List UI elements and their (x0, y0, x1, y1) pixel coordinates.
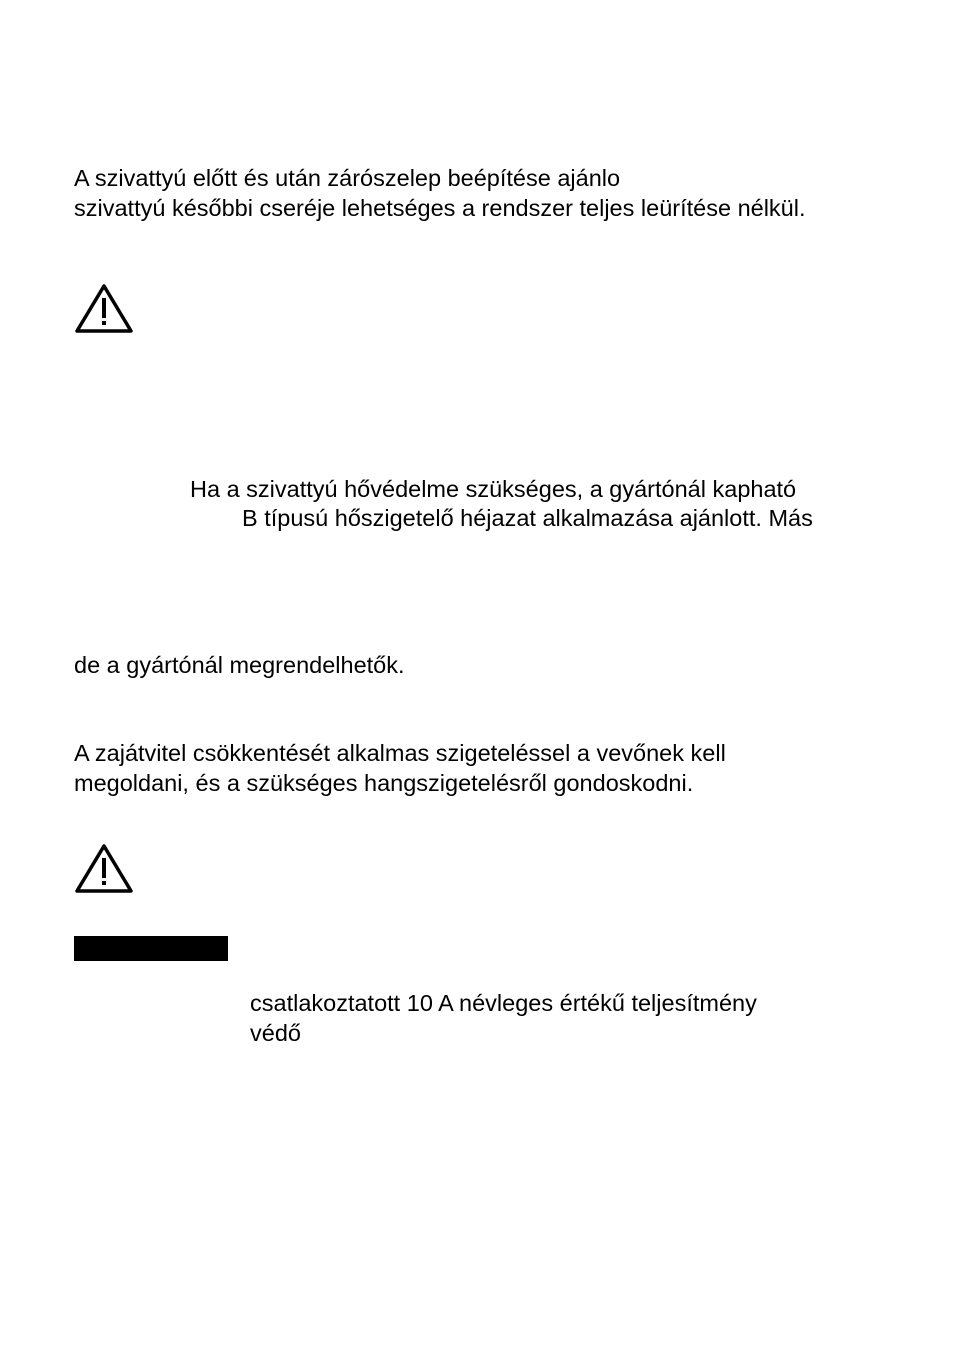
text-line: szivattyú későbbi cseréje lehetséges a rendszer teljes leürítése nélkül. (74, 195, 806, 221)
text-line: Ha a szivattyú hővédelme szükséges, a gyártónál kapható (190, 476, 797, 502)
text-line: védő (250, 1020, 301, 1046)
redaction-bar (74, 936, 228, 961)
warning-triangle-icon (74, 842, 134, 894)
text-line: megoldani, és a szükséges hangszigetelésről gondoskodni. (74, 770, 694, 796)
text-line: de a gyártónál megrendelhetők. (74, 652, 405, 678)
text-line: B típusú hőszigetelő héjazat alkalmazása ajánlott. Más (242, 505, 813, 531)
text-line: A szivattyú előtt és után zárószelep beépítése ajánlo (74, 165, 621, 191)
text-line: csatlakoztatott 10 A névleges értékű teljesítmény (250, 990, 757, 1016)
text-line: A zajátvitel csökkentését alkalmas szigeteléssel a vevőnek kell (74, 740, 726, 766)
warning-triangle-icon (74, 282, 134, 334)
